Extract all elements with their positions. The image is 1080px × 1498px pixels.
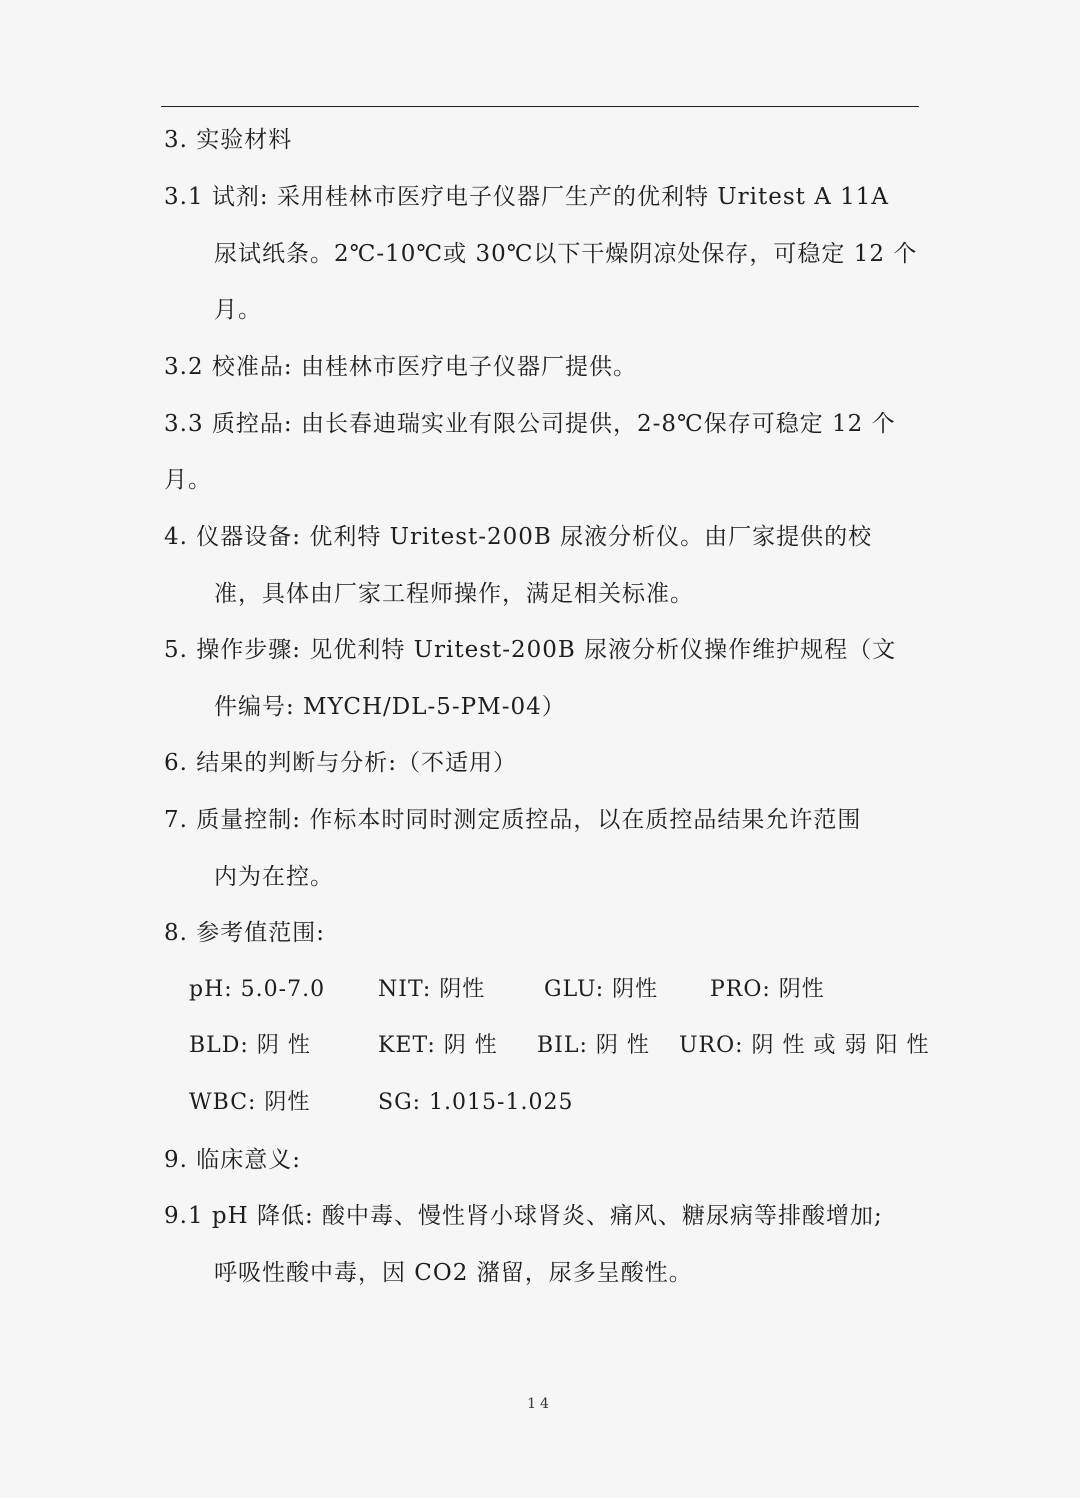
section-8-heading: 8. 参考值范围: bbox=[164, 920, 326, 946]
header-rule bbox=[161, 106, 919, 107]
section-4-line-1: 4. 仪器设备: 优利特 Uritest-200B 尿液分析仪。由厂家提供的校 bbox=[164, 524, 873, 550]
section-3-3-line-1: 3.3 质控品: 由长春迪瑞实业有限公司提供，2-8℃保存可稳定 12 个 bbox=[164, 411, 896, 437]
ref-uro: URO: 阴 性 或 弱 阳 性 bbox=[679, 1033, 930, 1058]
ref-bld: BLD: 阴 性 bbox=[189, 1033, 311, 1058]
ref-pro: PRO: 阴性 bbox=[710, 977, 825, 1002]
ref-ph: pH: 5.0-7.0 bbox=[189, 977, 326, 1002]
page-number: 14 bbox=[527, 1396, 553, 1412]
ref-glu: GLU: 阴性 bbox=[544, 977, 659, 1002]
section-9-1-line-2: 呼吸性酸中毒，因 CO2 潴留，尿多呈酸性。 bbox=[214, 1260, 693, 1286]
ref-nit: NIT: 阴性 bbox=[378, 977, 486, 1002]
section-3-2: 3.2 校准品: 由桂林市医疗电子仪器厂提供。 bbox=[164, 354, 637, 380]
ref-bil: BIL: 阴 性 bbox=[537, 1033, 650, 1058]
section-3-3-line-2: 月。 bbox=[164, 467, 212, 493]
section-3-heading: 3. 实验材料 bbox=[164, 127, 293, 153]
section-5-line-1: 5. 操作步骤: 见优利特 Uritest-200B 尿液分析仪操作维护规程（文 bbox=[164, 637, 897, 663]
section-3-1-line-3: 月。 bbox=[214, 297, 262, 323]
section-5-line-2: 件编号: MYCH/DL-5-PM-04） bbox=[214, 694, 566, 720]
ref-wbc: WBC: 阴性 bbox=[189, 1090, 311, 1115]
section-3-1-line-1: 3.1 试剂: 采用桂林市医疗电子仪器厂生产的优利特 Uritest A 11A bbox=[164, 184, 890, 210]
section-7-line-1: 7. 质量控制: 作标本时同时测定质控品，以在质控品结果允许范围 bbox=[164, 807, 862, 833]
section-6: 6. 结果的判断与分析:（不适用） bbox=[164, 750, 518, 776]
ref-sg: SG: 1.015-1.025 bbox=[378, 1090, 574, 1115]
section-7-line-2: 内为在控。 bbox=[214, 864, 334, 890]
section-4-line-2: 准，具体由厂家工程师操作，满足相关标准。 bbox=[214, 581, 694, 607]
ref-ket: KET: 阴 性 bbox=[378, 1033, 498, 1058]
section-9-1-line-1: 9.1 pH 降低: 酸中毒、慢性肾小球肾炎、痛风、糖尿病等排酸增加; bbox=[164, 1203, 883, 1229]
section-3-1-line-2: 尿试纸条。2℃-10℃或 30℃以下干燥阴凉处保存，可稳定 12 个 bbox=[214, 241, 918, 267]
section-9-heading: 9. 临床意义: bbox=[164, 1147, 302, 1173]
